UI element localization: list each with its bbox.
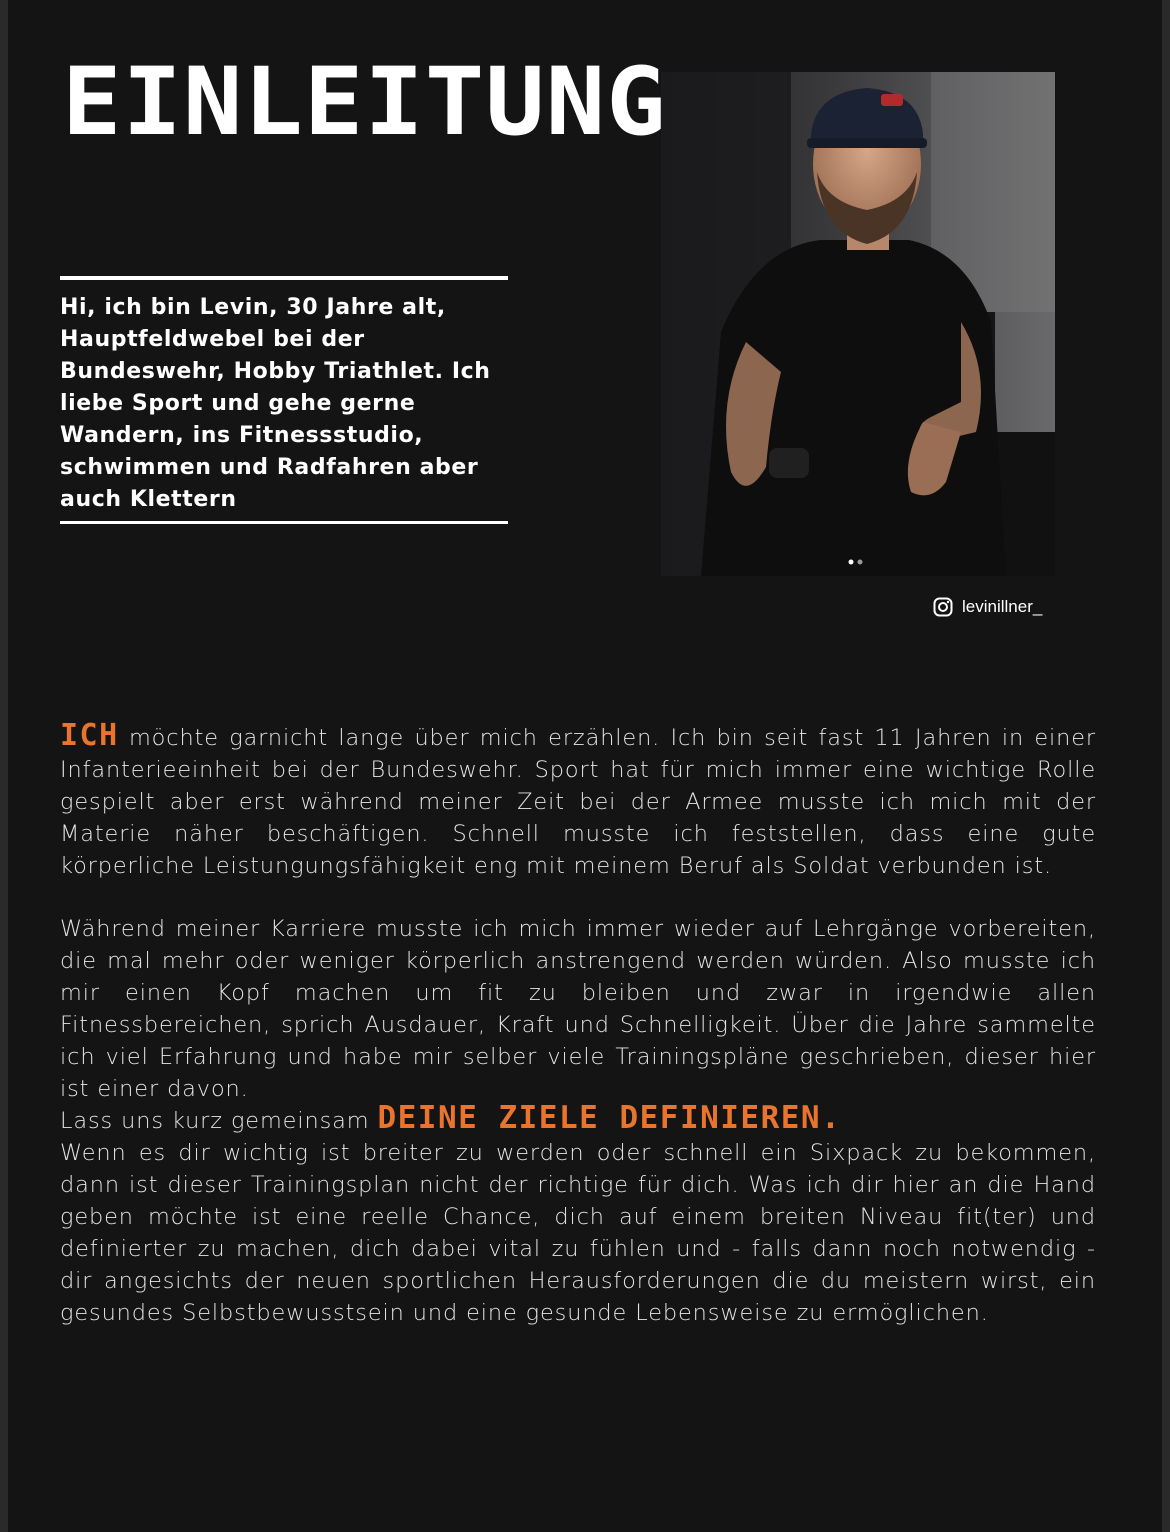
page-edge-left	[0, 0, 8, 1532]
page-edge-right	[1162, 0, 1170, 1532]
goals-highlight: DEINE ZIELE DEFINIEREN.	[377, 1100, 842, 1136]
intro-top-rule	[60, 276, 508, 280]
intro-text: Hi, ich bin Levin, 30 Jahre alt, Hauptfeldwebel bei der Bundeswehr, Hobby Triathlet. Ich liebe Sport und gehe gerne Wandern, ins Fitnessstudio, schwimmen und Radfahren aber auch Klettern	[60, 295, 491, 512]
instagram-icon	[933, 597, 953, 617]
goals-intro-text: Lass uns kurz gemeinsam	[60, 1108, 378, 1134]
paragraph-about	[60, 720, 1096, 882]
page-title: EINLEITUNG	[62, 48, 667, 157]
paragraph-lead-highlight: ICH	[60, 718, 119, 753]
instagram-credit[interactable]	[933, 595, 1042, 619]
paragraph-goals-intro	[60, 1100, 1096, 1137]
paragraph-career: Während meiner Karriere musste ich mich immer wieder auf Lehrgänge vorbereiten, die mal mehr oder weniger körperlich anstrengend werden würden. Also musste ich mir einen Kopf machen um fit zu bleiben und zwar in irgendwie allen Fitnessbereichen, sprich Ausdauer, Kraft und Schnelligkeit. Über die Jahre sammelte ich viel Erfahrung und habe mir selber viele Trainingspläne geschrieben, dieser hier ist einer davon.	[60, 916, 1096, 1102]
paragraph-about-text: möchte garnicht lange über mich erzählen. Ich bin seit fast 11 Jahren in einer Infanterieeinheit bei der Bundeswehr. Sport hat für mich immer eine wichtige Rolle gespielt aber erst während meiner Zeit bei der Armee musste ich mich mit der Materie näher beschäftigen. Schnell musste ich feststellen, dass eine gute körperliche Leistungungsfähigkeit eng mit meinem Beruf als Soldat verbunden ist.	[60, 725, 1096, 879]
instagram-handle: levinillner_	[962, 597, 1043, 616]
intro-bottom-rule	[60, 521, 508, 524]
paragraph-goals: Wenn es dir wichtig ist breiter zu werden oder schnell ein Sixpack zu bekommen, dann ist dieser Trainingsplan nicht der richtige für dich. Was ich dir hier an die Hand geben möchte ist eine reelle Chance, dich auf einem breiten Niveau fit(ter) und definierter zu machen, dich dabei vital zu fühlen und - falls dann noch notwendig - dir angesichts der neuen sportlichen Herausforderungen die du meistern wirst, ein gesundes Selbstbewusstsein und eine gesunde Lebensweise zu ermöglichen.	[60, 1140, 1096, 1326]
profile-photo	[661, 72, 1055, 576]
